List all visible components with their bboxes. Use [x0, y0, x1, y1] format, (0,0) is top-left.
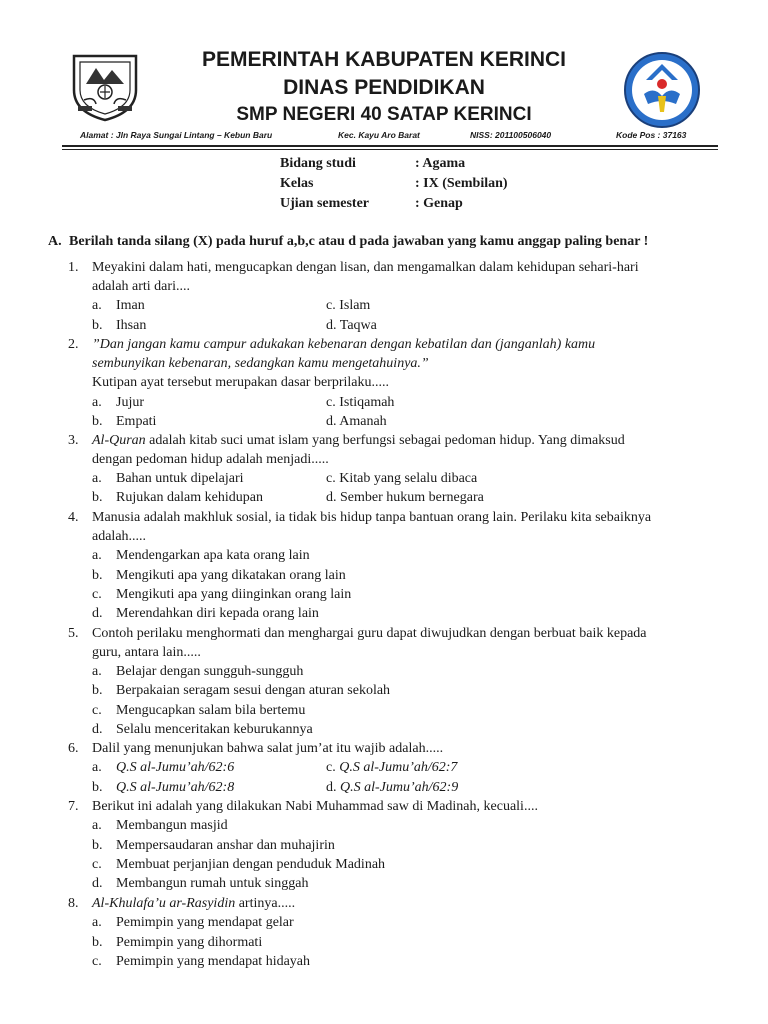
- option-text: Q.S al-Jumu’ah/62:6: [116, 760, 235, 775]
- option-text: Sember hukum bernegara: [340, 490, 484, 505]
- option-letter: a.: [92, 664, 102, 679]
- header-divider: [62, 145, 718, 147]
- option-text: Pemimpin yang dihormati: [116, 935, 263, 950]
- question-quote-cont: sembunyikan kebenaran, sedangkan kamu mengetahuinya.”: [92, 356, 429, 371]
- option-text: Pemimpin yang mendapat gelar: [116, 915, 294, 930]
- option-text: Rujukan dalam kehidupan: [116, 490, 263, 505]
- option-letter: c.: [326, 395, 336, 410]
- option-letter: c.: [92, 954, 102, 969]
- school-district: Kec. Kayu Aro Barat: [338, 130, 420, 140]
- question-text: Dalil yang menunjukan bahwa salat jum’at itu wajib adalah.....: [92, 741, 444, 756]
- meta-value: : Genap: [415, 196, 463, 211]
- option-text: Merendahkan diri kepada orang lain: [116, 606, 319, 621]
- meta-value: : IX (Sembilan): [415, 176, 508, 191]
- option-letter: b.: [92, 490, 103, 505]
- question-number: 6.: [68, 741, 79, 756]
- option-letter: a.: [92, 915, 102, 930]
- header-divider-thin: [62, 149, 718, 150]
- question-text: artinya.....: [235, 896, 296, 911]
- option-letter: b.: [92, 318, 103, 333]
- question-text-cont: dengan pedoman hidup adalah menjadi.....: [92, 452, 329, 467]
- option-text: Belajar dengan sungguh-sungguh: [116, 664, 304, 679]
- option-letter: c.: [92, 857, 102, 872]
- option-d[interactable]: [326, 318, 377, 334]
- question-text-cont: adalah.....: [92, 529, 147, 544]
- option-text: Bahan untuk dipelajari: [116, 471, 244, 486]
- school-address: Alamat : Jln Raya Sungai Lintang – Kebun Baru: [80, 130, 273, 140]
- option-c[interactable]: [326, 760, 457, 776]
- question-text: Kutipan ayat tersebut merupakan dasar berprilaku.....: [92, 375, 390, 390]
- option-c[interactable]: [326, 471, 477, 487]
- question-text: Manusia adalah makhluk sosial, ia tidak bis hidup tanpa bantuan orang lain. Perilaku kita sebaiknya: [92, 510, 652, 525]
- option-text: Mengikuti apa yang dikatakan orang lain: [116, 568, 346, 583]
- option-letter: b.: [92, 935, 103, 950]
- question-quote: ”Dan jangan kamu campur adukakan kebenaran dengan kebatilan dan (janganlah) kamu: [92, 337, 596, 352]
- header-government: PEMERINTAH KABUPATEN KERINCI: [201, 48, 566, 71]
- option-letter: d.: [326, 780, 337, 795]
- header-school: SMP NEGERI 40 SATAP KERINCI: [236, 104, 532, 125]
- option-c[interactable]: [326, 395, 394, 411]
- option-text: Iman: [116, 298, 145, 313]
- option-letter: c.: [92, 587, 102, 602]
- option-letter: a.: [92, 818, 102, 833]
- question-text-cont: adalah arti dari....: [92, 279, 190, 294]
- option-d[interactable]: [326, 490, 484, 506]
- meta-label: Ujian semester: [280, 196, 370, 211]
- option-letter: b.: [92, 838, 103, 853]
- option-text: Jujur: [116, 395, 144, 410]
- option-text: Membuat perjanjian dengan penduduk Madinah: [116, 857, 386, 872]
- option-text: Taqwa: [339, 318, 377, 333]
- option-d[interactable]: [326, 780, 458, 796]
- option-letter: c.: [326, 760, 336, 775]
- question-number: 4.: [68, 510, 79, 525]
- option-letter: a.: [92, 395, 102, 410]
- section-instruction-text: Berilah tanda silang (X) pada huruf a,b,c atau d pada jawaban yang kamu anggap paling benar !: [69, 234, 649, 249]
- school-niss: NISS: 201100506040: [470, 130, 552, 140]
- meta-label: Bidang studi: [280, 156, 356, 171]
- option-d[interactable]: [326, 414, 387, 430]
- option-text: Islam: [339, 298, 371, 313]
- question-term: Al-Khulafa’u ar-Rasyidin: [92, 896, 236, 911]
- question-number: 1.: [68, 260, 79, 275]
- option-letter: d.: [92, 606, 103, 621]
- option-c[interactable]: [326, 298, 370, 314]
- option-letter: a.: [92, 298, 102, 313]
- tut-wuri-handayani-logo: [622, 50, 702, 130]
- option-text: Selalu menceritakan keburukannya: [116, 722, 313, 737]
- option-text: Istiqamah: [339, 395, 395, 410]
- option-text: Pemimpin yang mendapat hidayah: [116, 954, 311, 969]
- question-number: 7.: [68, 799, 79, 814]
- header-department: DINAS PENDIDIKAN: [283, 76, 485, 99]
- option-letter: b.: [92, 683, 103, 698]
- option-letter: b.: [92, 414, 103, 429]
- question-number: 2.: [68, 337, 79, 352]
- question-text: Meyakini dalam hati, mengucapkan dengan lisan, dan mengamalkan dalam kehidupan sehari-hari: [92, 260, 639, 275]
- option-text: Q.S al-Jumu’ah/62:7: [339, 760, 458, 775]
- option-letter: c.: [326, 298, 336, 313]
- question-number: 3.: [68, 433, 79, 448]
- option-text: Mengikuti apa yang diinginkan orang lain: [116, 587, 352, 602]
- option-letter: d.: [326, 414, 337, 429]
- option-text: Q.S al-Jumu’ah/62:8: [116, 780, 235, 795]
- option-letter: d.: [326, 490, 337, 505]
- option-letter: b.: [92, 568, 103, 583]
- option-letter: d.: [92, 722, 103, 737]
- question-text: Contoh perilaku menghormati dan menghargai guru dapat diwujudkan dengan berbuat baik kepada: [92, 626, 647, 641]
- option-letter: c.: [326, 471, 336, 486]
- question-number: 8.: [68, 896, 79, 911]
- question-number: 5.: [68, 626, 79, 641]
- option-letter: a.: [92, 471, 102, 486]
- option-text: Empati: [116, 414, 157, 429]
- option-text: Mengucapkan salam bila bertemu: [116, 703, 306, 718]
- question-text-cont: guru, antara lain.....: [92, 645, 201, 660]
- option-text: Q.S al-Jumu’ah/62:9: [340, 780, 459, 795]
- option-text: Berpakaian seragam sesui dengan aturan sekolah: [116, 683, 391, 698]
- question-text: Berikut ini adalah yang dilakukan Nabi Muhammad saw di Madinah, kecuali....: [92, 799, 538, 814]
- meta-label: Kelas: [280, 176, 314, 191]
- option-text: Mempersaudaran anshar dan muhajirin: [116, 838, 335, 853]
- option-letter: d.: [326, 318, 337, 333]
- option-letter: c.: [92, 703, 102, 718]
- option-letter: d.: [92, 876, 103, 891]
- option-text: Mendengarkan apa kata orang lain: [116, 548, 310, 563]
- option-text: Ihsan: [116, 318, 147, 333]
- school-postcode: Kode Pos : 37163: [616, 130, 687, 140]
- section-letter: A.: [48, 234, 62, 249]
- option-letter: a.: [92, 548, 102, 563]
- section-instruction: [48, 234, 648, 250]
- option-text: Membangun masjid: [116, 818, 228, 833]
- question-text: adalah kitab suci umat islam yang berfungsi sebagai pedoman hidup. Yang dimaksud: [145, 433, 625, 448]
- option-text: Kitab yang selalu dibaca: [339, 471, 478, 486]
- option-letter: a.: [92, 760, 102, 775]
- question-term: Al-Quran: [92, 433, 146, 448]
- option-text: Membangun rumah untuk singgah: [116, 876, 309, 891]
- option-letter: b.: [92, 780, 103, 795]
- option-text: Amanah: [339, 414, 387, 429]
- meta-value: : Agama: [415, 156, 466, 171]
